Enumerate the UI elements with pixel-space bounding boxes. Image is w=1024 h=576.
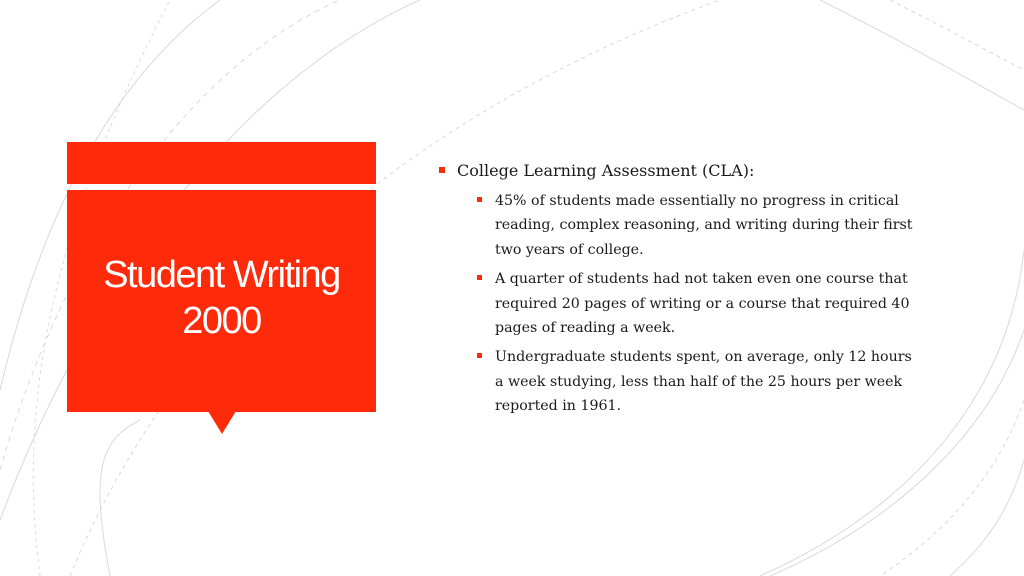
bullet-list: [438, 158, 958, 424]
decor-arc: [880, 400, 1024, 576]
sub-bullet-line: pages of reading a week.: [495, 320, 676, 337]
square-bullet-icon: [477, 353, 482, 358]
sub-bullet-line: reading, complex reasoning, and writing during their first: [495, 217, 913, 234]
sub-bullet-item: [476, 345, 946, 418]
sub-bullet-line: a week studying, less than half of the 25 hours per week: [495, 373, 903, 390]
bullet-item: [438, 158, 958, 184]
square-bullet-icon: [477, 275, 482, 280]
title-panel-pointer: [208, 411, 236, 434]
decor-arc: [950, 460, 1024, 576]
sub-bullet-line: two years of college.: [495, 241, 644, 258]
sub-bullet-line: required 20 pages of writing or a course that required 40: [495, 295, 910, 312]
sub-bullet-item: [476, 189, 946, 262]
square-bullet-icon: [439, 167, 445, 173]
decor-arc: [100, 420, 140, 576]
slide-title: [67, 252, 376, 344]
slide-title-line: Student Writing: [103, 254, 340, 296]
sub-bullet-line: Undergraduate students spent, on average, only 12 hours: [495, 349, 912, 366]
decor-arc: [890, 0, 1024, 70]
bullet-text: College Learning Assessment (CLA):: [457, 161, 755, 180]
sub-bullet-line: reported in 1961.: [495, 398, 622, 415]
sub-bullet-list: [476, 189, 946, 419]
sub-bullet-item: [476, 267, 946, 340]
slide-title-line: 2000: [182, 300, 261, 342]
sub-bullet-line: 45% of students made essentially no progress in critical: [495, 193, 899, 209]
square-bullet-icon: [477, 197, 482, 202]
accent-strip: [67, 142, 376, 184]
sub-bullet-line: A quarter of students had not taken even one course that: [495, 271, 908, 288]
